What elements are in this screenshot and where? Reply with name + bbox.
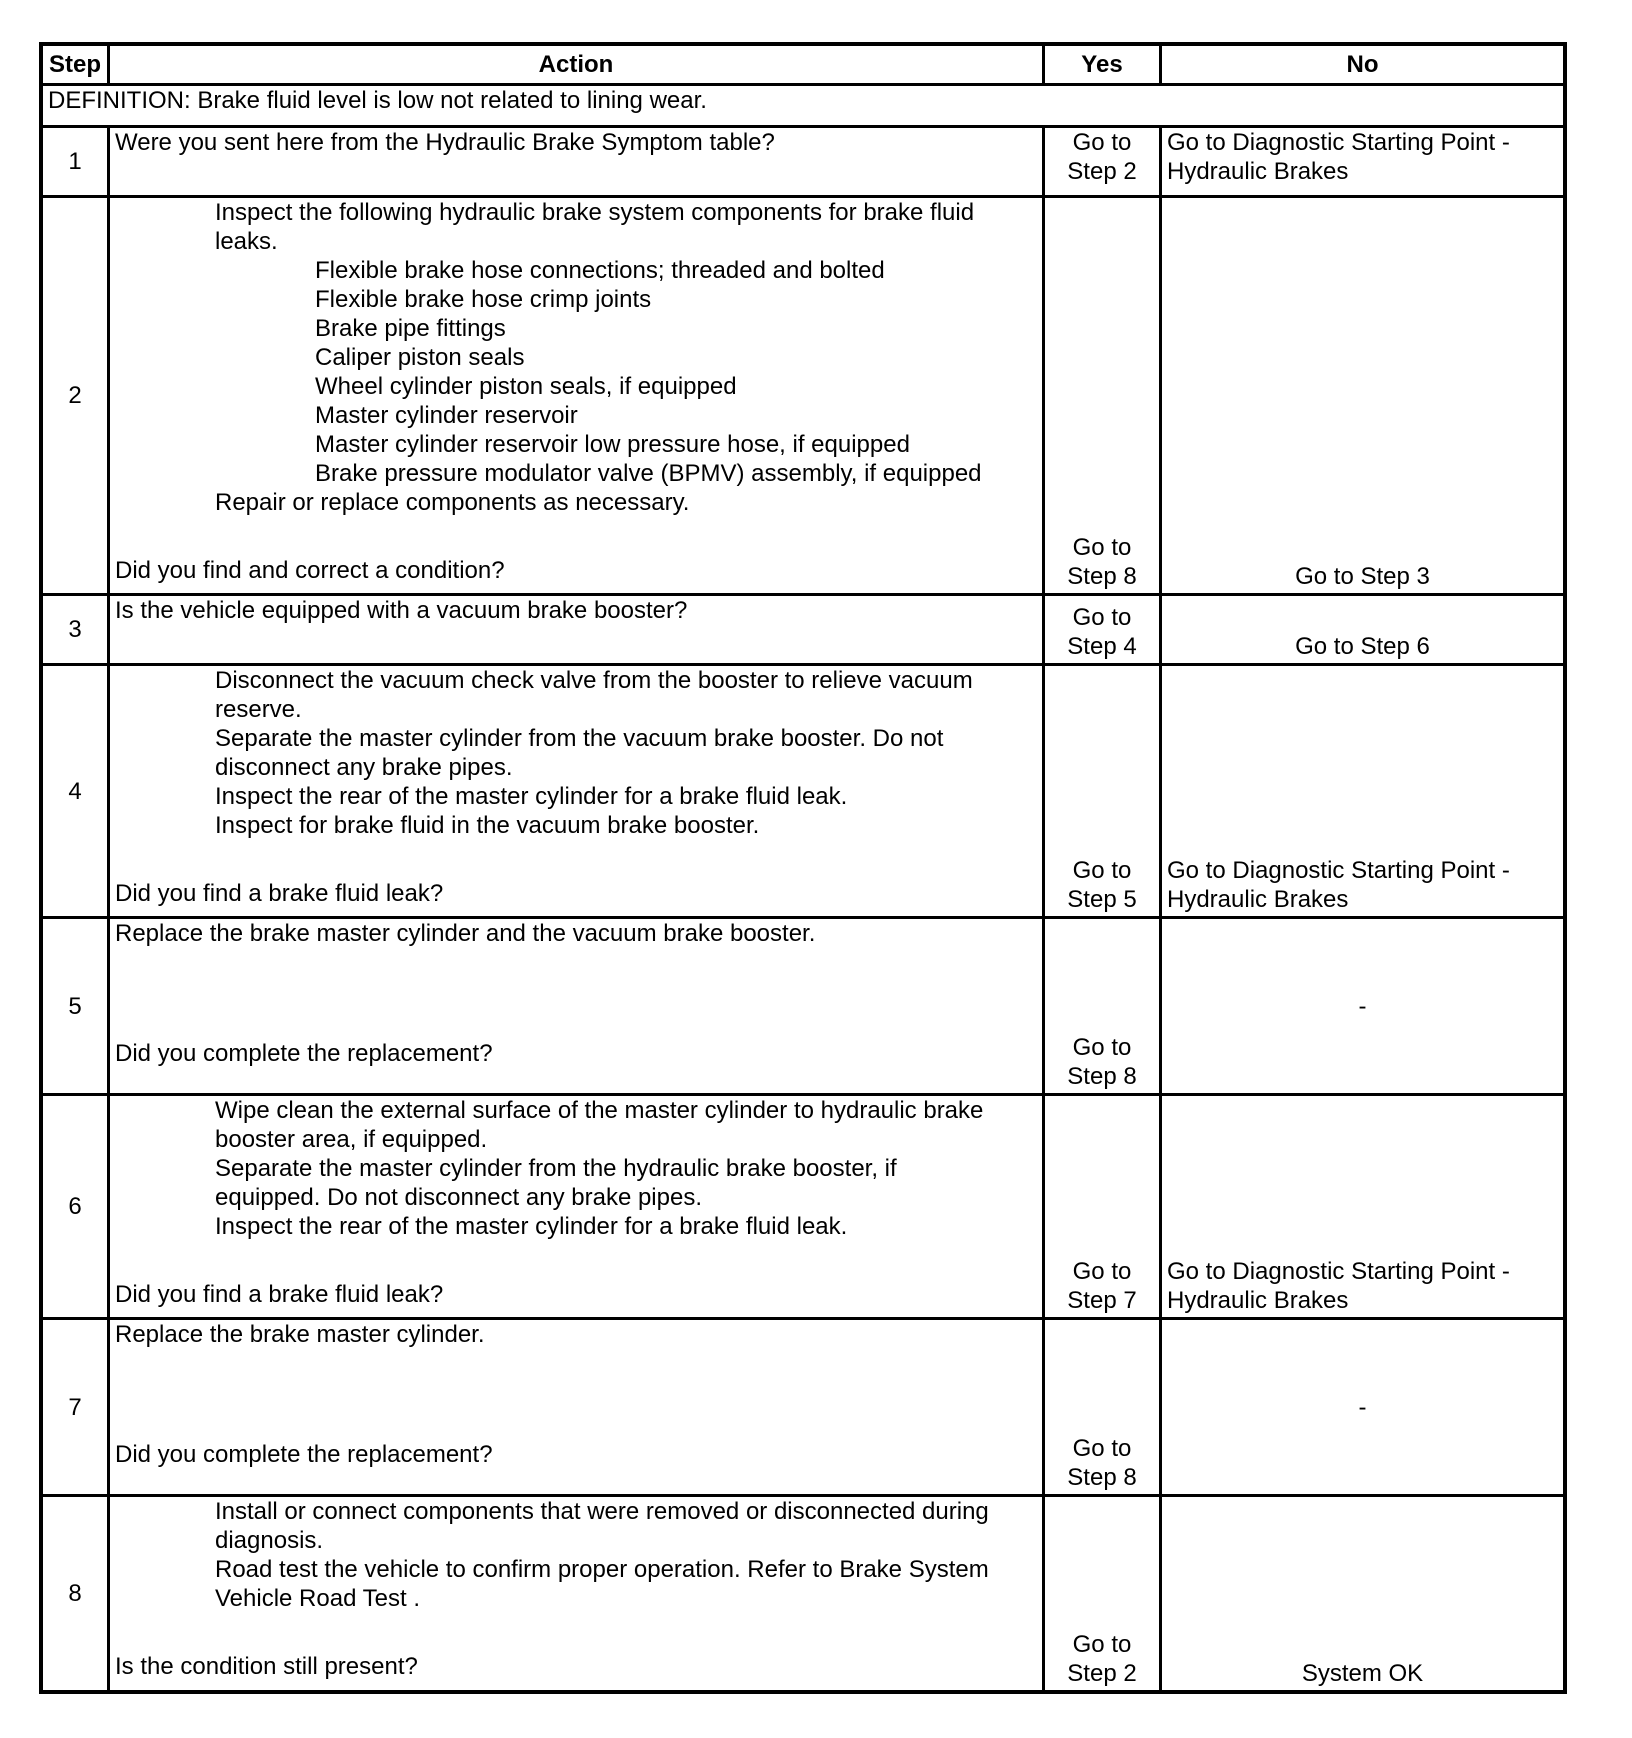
action-cell (110, 198, 1045, 596)
question-text: Did you find a brake fluid leak? (115, 880, 444, 907)
table-row (43, 596, 1563, 666)
no-cell: - (1162, 1320, 1563, 1497)
yes-line: Go to (1072, 534, 1132, 561)
no-line: Hydraulic Brakes (1167, 158, 1349, 185)
yes-line: Step 8 (1067, 1464, 1137, 1491)
no-line: Go to Diagnostic Starting Point - (1167, 129, 1510, 156)
step-number: 4 (43, 666, 110, 919)
table-row (43, 1497, 1563, 1690)
no-cell: System OK (1301, 1660, 1424, 1687)
yes-line: Step 5 (1067, 886, 1137, 913)
header-action: Action (110, 46, 1045, 86)
no-line: Hydraulic Brakes (1167, 886, 1349, 913)
instruction-line: Replace the brake master cylinder. (115, 1321, 485, 1348)
header-row (43, 46, 1563, 86)
question-text: Did you complete the replacement? (115, 1040, 493, 1067)
yes-cell (1045, 1320, 1162, 1497)
action-cell (110, 1497, 1045, 1690)
yes-line: Go to (1072, 857, 1132, 884)
action-cell (110, 1320, 1045, 1497)
table-row (43, 919, 1563, 1096)
instruction-line: Replace the brake master cylinder and the vacuum brake booster. (115, 920, 816, 947)
instruction-line: Install or connect components that were removed or disconnected during (215, 1498, 989, 1525)
yes-line: Go to (1072, 1631, 1132, 1658)
no-line: Go to Diagnostic Starting Point - (1167, 1258, 1510, 1285)
header-step: Step (43, 46, 110, 86)
step-number: 7 (43, 1320, 110, 1497)
question-text: Did you find a brake fluid leak? (115, 1281, 444, 1308)
instruction-line: Repair or replace components as necessary. (215, 489, 690, 516)
yes-line: Step 2 (1067, 158, 1137, 185)
yes-line: Go to (1072, 604, 1132, 631)
no-cell: Go to Step 6 (1162, 596, 1563, 666)
yes-line: Go to (1072, 1258, 1132, 1285)
table-row (43, 1320, 1563, 1497)
list-item: Wheel cylinder piston seals, if equipped (315, 373, 737, 400)
instruction-line: Separate the master cylinder from the vacuum brake booster. Do not (215, 725, 944, 752)
yes-cell (1045, 596, 1162, 666)
step-number: 2 (43, 198, 110, 596)
yes-cell (1045, 198, 1162, 596)
action-cell (110, 919, 1045, 1096)
yes-cell (1045, 1497, 1162, 1690)
no-cell: - (1162, 919, 1563, 1096)
yes-line: Go to (1072, 1034, 1132, 1061)
no-line: Go to Diagnostic Starting Point - (1167, 857, 1510, 884)
step-number: 5 (43, 919, 110, 1096)
question-text: Is the condition still present? (115, 1653, 418, 1680)
yes-cell (1045, 128, 1162, 198)
instruction-line: equipped. Do not disconnect any brake pipes. (215, 1184, 702, 1211)
yes-line: Step 8 (1067, 1063, 1137, 1090)
no-cell (1162, 666, 1563, 919)
action-cell (110, 596, 1045, 666)
list-item: Brake pipe fittings (315, 315, 506, 342)
instruction-line: Road test the vehicle to confirm proper operation. Refer to Brake System (215, 1556, 989, 1583)
list-item: Caliper piston seals (315, 344, 525, 371)
table-row (43, 198, 1563, 596)
table-row (43, 128, 1563, 198)
list-item: Master cylinder reservoir low pressure hose, if equipped (315, 431, 910, 458)
instruction-line: Inspect the following hydraulic brake system components for brake fluid (215, 199, 975, 226)
yes-cell (1045, 919, 1162, 1096)
definition-text: DEFINITION: Brake fluid level is low not related to lining wear. (43, 86, 1563, 128)
instruction-line: Inspect the rear of the master cylinder for a brake fluid leak. (215, 1213, 848, 1240)
instruction-line: Vehicle Road Test . (215, 1585, 421, 1612)
instruction-line: Disconnect the vacuum check valve from the booster to relieve vacuum (215, 667, 973, 694)
instruction-line: Inspect for brake fluid in the vacuum brake booster. (215, 812, 760, 839)
step-number: 8 (43, 1497, 110, 1690)
list-item: Flexible brake hose crimp joints (315, 286, 652, 313)
instruction-line: Wipe clean the external surface of the master cylinder to hydraulic brake (215, 1097, 984, 1124)
action-cell (110, 1096, 1045, 1320)
instruction-line: leaks. (215, 228, 278, 255)
no-cell (1162, 1096, 1563, 1320)
instruction-line: booster area, if equipped. (215, 1126, 488, 1153)
diagnostic-table (39, 42, 1567, 1694)
step-number: 1 (43, 128, 110, 198)
list-item: Brake pressure modulator valve (BPMV) assembly, if equipped (315, 460, 982, 487)
no-cell (1162, 128, 1563, 198)
question-text: Is the vehicle equipped with a vacuum brake booster? (115, 597, 688, 624)
no-line: Hydraulic Brakes (1167, 1287, 1349, 1314)
list-item: Master cylinder reservoir (315, 402, 578, 429)
yes-cell (1045, 1096, 1162, 1320)
question-text: Were you sent here from the Hydraulic Brake Symptom table? (115, 129, 775, 156)
yes-cell (1045, 666, 1162, 919)
instruction-line: reserve. (215, 696, 302, 723)
list-item: Flexible brake hose connections; threaded and bolted (315, 257, 885, 284)
instruction-line: diagnosis. (215, 1527, 324, 1554)
definition-row (43, 86, 1563, 128)
step-number: 6 (43, 1096, 110, 1320)
yes-line: Step 7 (1067, 1287, 1137, 1314)
header-yes: Yes (1045, 46, 1162, 86)
yes-line: Go to (1072, 1435, 1132, 1462)
yes-line: Step 2 (1067, 1660, 1137, 1687)
question-text: Did you complete the replacement? (115, 1441, 493, 1468)
yes-line: Go to (1072, 129, 1132, 156)
no-cell: Go to Step 3 (1162, 198, 1563, 596)
instruction-line: disconnect any brake pipes. (215, 754, 513, 781)
table-row (43, 666, 1563, 919)
action-cell (110, 666, 1045, 919)
yes-line: Step 8 (1067, 563, 1137, 590)
table-row (43, 1096, 1563, 1320)
yes-line: Step 4 (1067, 633, 1137, 660)
header-no: No (1162, 46, 1563, 86)
instruction-line: Separate the master cylinder from the hydraulic brake booster, if (215, 1155, 897, 1182)
action-cell (110, 128, 1045, 198)
question-text: Did you find and correct a condition? (115, 557, 505, 584)
instruction-line: Inspect the rear of the master cylinder for a brake fluid leak. (215, 783, 848, 810)
step-number: 3 (43, 596, 110, 666)
